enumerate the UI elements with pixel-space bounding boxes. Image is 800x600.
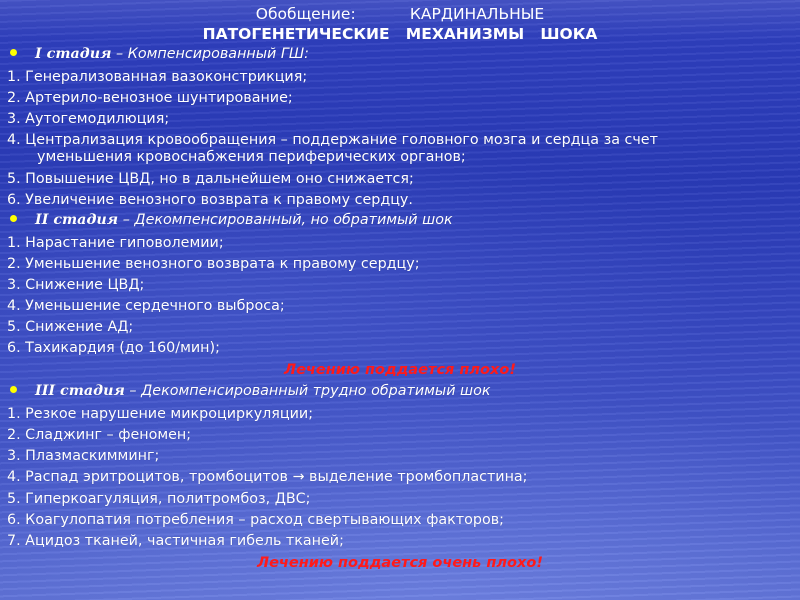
stage-2-description: Декомпенсированный, но обратимый шок [134,212,453,228]
stage-1-item: 1. Генерализованная вазоконстрикция; [7,69,308,85]
stage-3-label: III стадия [35,383,125,399]
stage-2-heading [10,210,796,230]
stage-3-heading [10,381,796,401]
stage-2-item: 2. Уменьшение венозного возврата к правому сердцу; [7,256,420,272]
slide-title-line-2: ПАТОГЕНЕТИЧЕСКИЕ МЕХАНИЗМЫ ШОКА [202,25,598,43]
stage-3-description: Декомпенсированный трудно обратимый шок [141,383,491,399]
stage-2-item: 4. Уменьшение сердечного выброса; [7,298,285,314]
stage-1-item: 5. Повышение ЦВД, но в дальнейшем оно снижается; [7,171,414,187]
stage-2-warning: Лечению поддается плохо! [284,362,516,378]
stage-1-item: 2. Артерило-венозное шунтирование; [7,90,293,106]
stage-3-warning: Лечению поддается очень плохо! [257,555,543,571]
stage-1-label: I стадия [35,46,112,62]
stage-3-item: 5. Гиперкоагуляция, политромбоз, ДВС; [7,491,311,507]
stage-2-separator: – [118,212,135,228]
stage-1-item: 4. Централизация кровообращения – поддержание головного мозга и сердца за счет [7,132,658,148]
stage-1-heading [10,44,796,64]
stage-3-item: 3. Плазмаскимминг; [7,448,160,464]
slide-title-line-1: Обобщение: КАРДИНАЛЬНЫЕ [255,5,545,23]
stage-1-description: Компенсированный ГШ: [127,46,309,62]
stage-3-item: 1. Резкое нарушение микроциркуляции; [7,406,314,422]
bullet-dot-icon [10,215,17,222]
stage-3-item: 2. Сладжинг – феномен; [7,427,192,443]
bullet-dot-icon [10,49,17,56]
stage-3-item: 6. Коагулопатия потребления – расход свертывающих факторов; [7,512,504,528]
stage-2-item: 5. Снижение АД; [7,319,134,335]
stage-1-separator: – [111,46,128,62]
stage-2-label: II стадия [35,212,119,228]
stage-1-item-continuation: уменьшения кровоснабжения периферических органов; [37,149,466,165]
stage-2-item: 3. Снижение ЦВД; [7,277,145,293]
bullet-dot-icon [10,386,17,393]
stage-2-item: 6. Тахикардия (до 160/мин); [7,340,220,356]
stage-2-item: 1. Нарастание гиповолемии; [7,235,224,251]
stage-1-item: 3. Аутогемодилюция; [7,111,170,127]
stage-1-item: 6. Увеличение венозного возврата к правому сердцу. [7,192,413,208]
stage-3-item: 4. Распад эритроцитов, тромбоцитов → выделение тромбопластина; [7,469,528,485]
stage-3-item: 7. Ацидоз тканей, частичная гибель тканей; [7,533,344,549]
stage-3-separator: – [124,383,142,399]
